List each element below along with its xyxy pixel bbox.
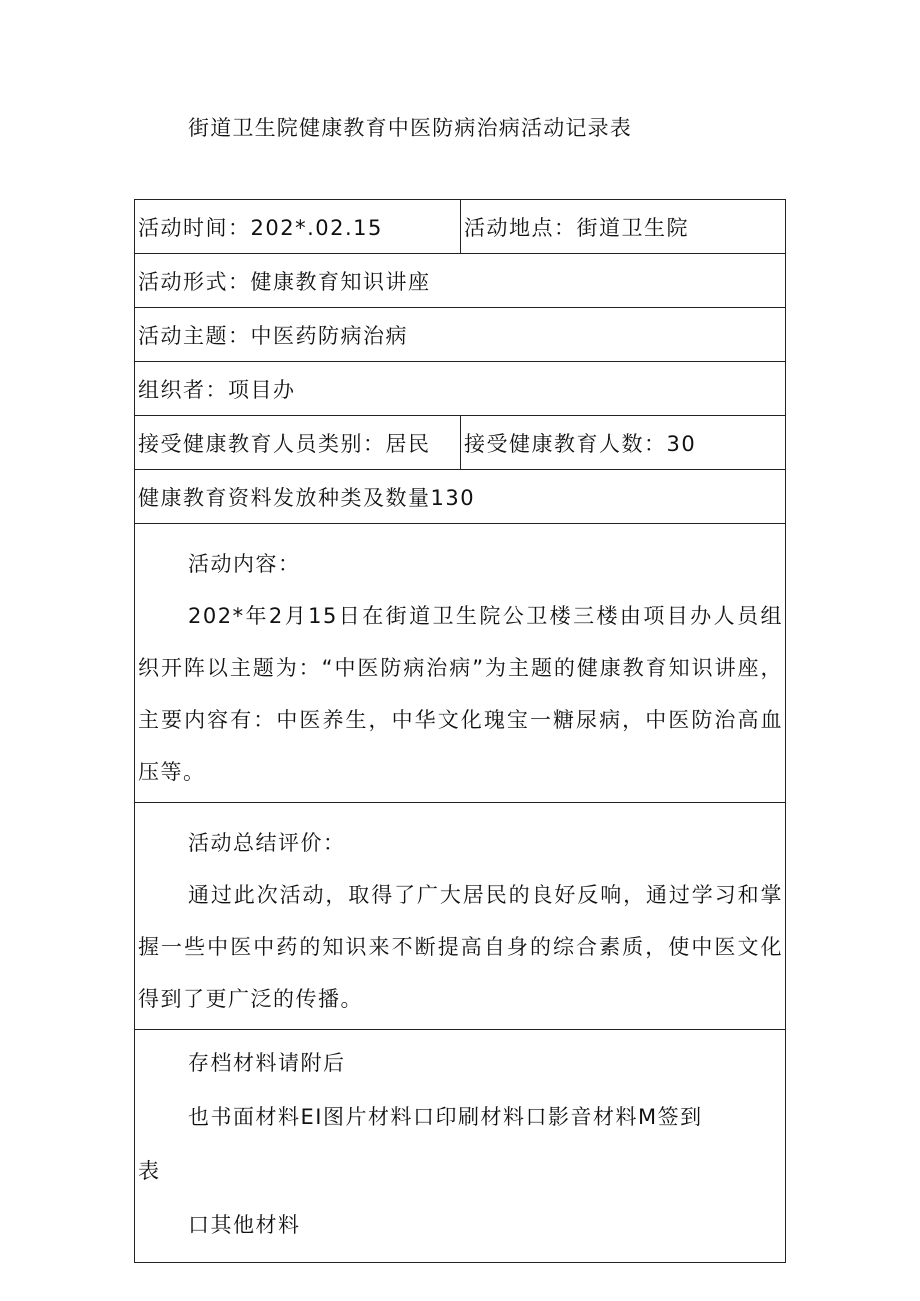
activity-record-table bbox=[134, 199, 786, 1263]
table-row-summary bbox=[135, 803, 786, 1030]
table-row-archive bbox=[135, 1030, 786, 1263]
activity-content-cell bbox=[135, 524, 786, 803]
document-title: 街道卫生院健康教育中医防病治病活动记录表 bbox=[188, 116, 632, 140]
summary-label: 活动总结评价： bbox=[188, 831, 346, 855]
archive-options-continued: 表 bbox=[138, 1159, 161, 1183]
archive-label: 存档材料请附后 bbox=[188, 1051, 346, 1075]
content-text: 202*年2月15日在街道卫生院公卫楼三楼由项目办人员组织开阵以主题为：“中医防病治病”为主题的健康教育知识讲座，主要内容有：中医养生，中华文化瑰宝一糖尿病，中医防治高血压等。 bbox=[138, 604, 783, 784]
table-row-materials bbox=[135, 470, 786, 524]
activity-summary-cell bbox=[135, 803, 786, 1030]
archive-options-line: 也书面材料EI图片材料口印刷材料口影音材料M签到 bbox=[188, 1105, 703, 1129]
materials-cell: 健康教育资料发放种类及数量130 bbox=[135, 470, 786, 524]
table-row-time-location bbox=[135, 200, 786, 254]
content-label: 活动内容： bbox=[188, 552, 301, 576]
organizer-cell: 组织者：项目办 bbox=[135, 362, 786, 416]
summary-text: 通过此次活动，取得了广大居民的良好反响，通过学习和掌握一些中医中药的知识来不断提高自身的综合素质，使中医文化得到了更广泛的传播。 bbox=[138, 883, 783, 1011]
archive-materials-cell bbox=[135, 1030, 786, 1263]
table-row-organizer bbox=[135, 362, 786, 416]
activity-time-cell: 活动时间：202*.02.15 bbox=[135, 200, 461, 254]
audience-type-cell: 接受健康教育人员类别：居民 bbox=[135, 416, 461, 470]
audience-count-cell: 接受健康教育人数：30 bbox=[461, 416, 786, 470]
activity-location-cell: 活动地点：街道卫生院 bbox=[461, 200, 786, 254]
table-row-audience bbox=[135, 416, 786, 470]
archive-other-materials: 口其他材料 bbox=[188, 1213, 301, 1237]
table-row-content bbox=[135, 524, 786, 803]
table-row-format bbox=[135, 254, 786, 308]
activity-theme-cell: 活动主题：中医药防病治病 bbox=[135, 308, 786, 362]
activity-format-cell: 活动形式：健康教育知识讲座 bbox=[135, 254, 786, 308]
table-row-theme bbox=[135, 308, 786, 362]
